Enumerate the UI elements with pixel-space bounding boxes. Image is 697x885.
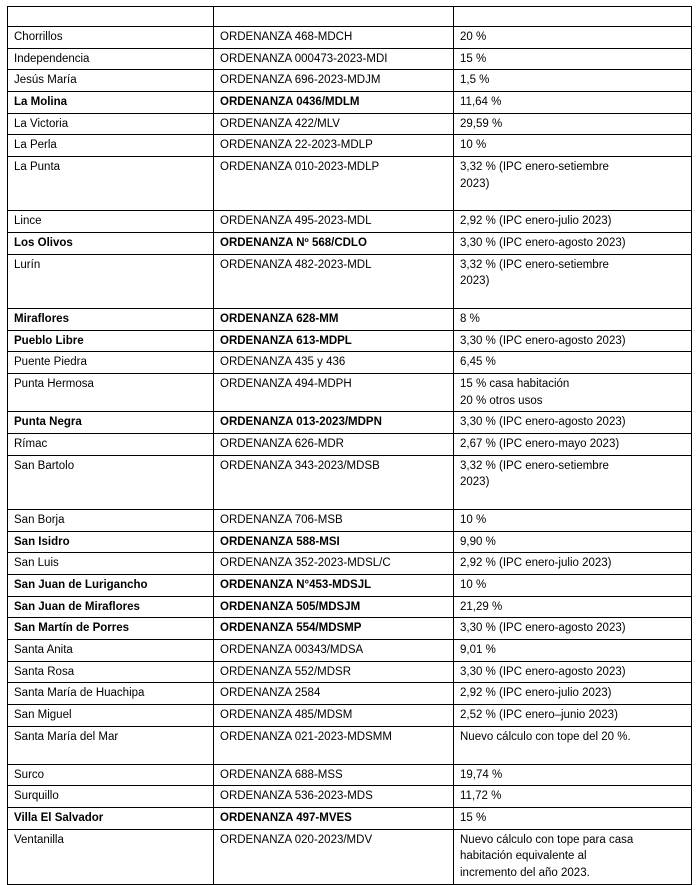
- cell-incremento-line: Nuevo cálculo con tope para casa: [460, 833, 634, 846]
- cell-incremento: [454, 211, 692, 233]
- cell-incremento: [454, 48, 692, 70]
- cell-distrito: San Juan de Miraflores: [8, 596, 214, 618]
- cell-ordenanza: ORDENANZA 554/MDSMP: [214, 618, 454, 640]
- table-row: [8, 113, 692, 135]
- cell-incremento: [454, 553, 692, 575]
- header-cell-incremento: [454, 7, 692, 27]
- cell-distrito: Chorrillos: [8, 27, 214, 49]
- cell-incremento: [454, 683, 692, 705]
- table-row: [8, 434, 692, 456]
- cell-incremento-line: 3,32 % (IPC enero-setiembre: [460, 459, 609, 472]
- cell-distrito: San Luis: [8, 553, 214, 575]
- cell-distrito: Santa María del Mar: [8, 726, 214, 764]
- cell-ordenanza: ORDENANZA 552/MDSR: [214, 661, 454, 683]
- cell-incremento-line: 2023): [460, 177, 490, 190]
- table-row: [8, 829, 692, 884]
- cell-ordenanza: ORDENANZA 013-2023/MDPN: [214, 412, 454, 434]
- cell-incremento-line: 2,52 % (IPC enero–junio 2023): [460, 709, 618, 722]
- cell-incremento-line: 2023): [460, 476, 490, 489]
- cell-incremento: [454, 412, 692, 434]
- table-row: [8, 330, 692, 352]
- cell-ordenanza: ORDENANZA 0436/MDLM: [214, 92, 454, 114]
- cell-incremento-line: 3,32 % (IPC enero-setiembre: [460, 258, 609, 271]
- cell-incremento-line: 10 %: [460, 514, 487, 527]
- cell-ordenanza: ORDENANZA 352-2023-MDSL/C: [214, 553, 454, 575]
- cell-incremento-line: 8 %: [460, 313, 480, 326]
- cell-incremento: [454, 575, 692, 597]
- cell-incremento-line: 3,30 % (IPC enero-agosto 2023): [460, 416, 626, 429]
- cell-incremento-line: 3,30 % (IPC enero-agosto 2023): [460, 237, 626, 250]
- table-row: [8, 596, 692, 618]
- cell-incremento: [454, 309, 692, 331]
- cell-ordenanza: ORDENANZA 497-MVES: [214, 807, 454, 829]
- cell-ordenanza: ORDENANZA 00343/MDSA: [214, 640, 454, 662]
- cell-incremento-line: 6,45 %: [460, 356, 496, 369]
- cell-ordenanza: ORDENANZA 696-2023-MDJM: [214, 70, 454, 92]
- cell-incremento-line: 2023): [460, 275, 490, 288]
- cell-distrito: La Perla: [8, 135, 214, 157]
- cell-incremento: [454, 618, 692, 640]
- cell-distrito: Ventanilla: [8, 829, 214, 884]
- cell-ordenanza: ORDENANZA 435 y 436: [214, 352, 454, 374]
- cell-distrito: Punta Negra: [8, 412, 214, 434]
- cell-ordenanza: ORDENANZA 688-MSS: [214, 764, 454, 786]
- cell-incremento: [454, 92, 692, 114]
- cell-distrito: Villa El Salvador: [8, 807, 214, 829]
- cell-distrito: San Isidro: [8, 531, 214, 553]
- cell-incremento-line: 20 %: [460, 31, 487, 43]
- cell-incremento: [454, 510, 692, 532]
- cell-incremento: [454, 596, 692, 618]
- cell-distrito: Lince: [8, 211, 214, 233]
- cell-ordenanza: ORDENANZA 22-2023-MDLP: [214, 135, 454, 157]
- cell-ordenanza: ORDENANZA 706-MSB: [214, 510, 454, 532]
- cell-incremento-line: 11,72 %: [460, 790, 502, 803]
- cell-ordenanza: ORDENANZA 343-2023/MDSB: [214, 455, 454, 509]
- cell-distrito: Miraflores: [8, 309, 214, 331]
- cell-spacer: [460, 192, 686, 208]
- cell-incremento-line: 2,92 % (IPC enero-julio 2023): [460, 215, 612, 228]
- cell-distrito: San Martín de Porres: [8, 618, 214, 640]
- table-row: [8, 618, 692, 640]
- table-row: [8, 640, 692, 662]
- cell-ordenanza: ORDENANZA 000473-2023-MDI: [214, 48, 454, 70]
- header-cell-ordenanza: [214, 7, 454, 27]
- cell-distrito: Santa María de Huachipa: [8, 683, 214, 705]
- table-row: [8, 726, 692, 764]
- cell-incremento-line: 2,92 % (IPC enero-julio 2023): [460, 557, 612, 570]
- cell-distrito: Puente Piedra: [8, 352, 214, 374]
- cell-incremento: [454, 531, 692, 553]
- table-row: [8, 211, 692, 233]
- cell-distrito: Rímac: [8, 434, 214, 456]
- cell-distrito: San Juan de Lurigancho: [8, 575, 214, 597]
- table-row: [8, 786, 692, 808]
- table-header-row: [8, 7, 692, 27]
- cell-ordenanza: ORDENANZA 494-MDPH: [214, 374, 454, 412]
- cell-incremento-line: 3,32 % (IPC enero-setiembre: [460, 161, 609, 174]
- cell-incremento-line: 20 % otros usos: [460, 394, 543, 407]
- cell-ordenanza: ORDENANZA 495-2023-MDL: [214, 211, 454, 233]
- cell-incremento-line: 9,01 %: [460, 644, 496, 657]
- cell-distrito: Santa Rosa: [8, 661, 214, 683]
- cell-incremento: [454, 829, 692, 884]
- table-row: [8, 233, 692, 255]
- table-row: [8, 455, 692, 509]
- cell-incremento: [454, 233, 692, 255]
- cell-distrito: San Miguel: [8, 705, 214, 727]
- cell-incremento: [454, 330, 692, 352]
- cell-incremento-line: 15 %: [460, 811, 487, 824]
- table-row: [8, 575, 692, 597]
- cell-incremento-line: incremento del año 2023.: [460, 866, 590, 879]
- table-row: [8, 683, 692, 705]
- cell-incremento-line: 11,64 %: [460, 96, 502, 109]
- cell-incremento: [454, 27, 692, 49]
- ordenanzas-table: [7, 6, 692, 885]
- cell-incremento: [454, 135, 692, 157]
- cell-ordenanza: ORDENANZA 588-MSI: [214, 531, 454, 553]
- cell-distrito: La Punta: [8, 157, 214, 211]
- cell-ordenanza: ORDENANZA 505/MDSJM: [214, 596, 454, 618]
- cell-incremento: [454, 157, 692, 211]
- table-body: [8, 7, 692, 885]
- cell-incremento-line: 29,59 %: [460, 117, 503, 130]
- cell-incremento-line: 15 % casa habitación: [460, 378, 570, 391]
- cell-spacer: [460, 290, 686, 306]
- cell-distrito: San Bartolo: [8, 455, 214, 509]
- cell-incremento: [454, 640, 692, 662]
- table-row: [8, 374, 692, 412]
- table-row: [8, 309, 692, 331]
- table-row: [8, 48, 692, 70]
- table-row: [8, 254, 692, 308]
- table-row: [8, 27, 692, 49]
- cell-incremento: [454, 434, 692, 456]
- cell-incremento-line: Nuevo cálculo con tope del 20 %.: [460, 730, 631, 743]
- cell-incremento-line: 9,90 %: [460, 535, 496, 548]
- cell-incremento-line: 3,30 % (IPC enero-agosto 2023): [460, 334, 626, 347]
- cell-ordenanza: ORDENANZA 422/MLV: [214, 113, 454, 135]
- cell-incremento-line: 2,67 % (IPC enero-mayo 2023): [460, 438, 620, 451]
- cell-incremento: [454, 786, 692, 808]
- cell-ordenanza: ORDENANZA 020-2023/MDV: [214, 829, 454, 884]
- cell-ordenanza: ORDENANZA 2584: [214, 683, 454, 705]
- cell-ordenanza: ORDENANZA 468-MDCH: [214, 27, 454, 49]
- cell-incremento: [454, 726, 692, 764]
- cell-ordenanza: ORDENANZA 485/MDSM: [214, 705, 454, 727]
- cell-incremento: [454, 113, 692, 135]
- cell-distrito: San Borja: [8, 510, 214, 532]
- cell-distrito: Punta Hermosa: [8, 374, 214, 412]
- cell-ordenanza: ORDENANZA 482-2023-MDL: [214, 254, 454, 308]
- cell-incremento-line: 15 %: [460, 52, 487, 65]
- cell-distrito: La Victoria: [8, 113, 214, 135]
- table-row: [8, 157, 692, 211]
- cell-ordenanza: ORDENANZA N°453-MDSJL: [214, 575, 454, 597]
- table-row: [8, 764, 692, 786]
- table-row: [8, 661, 692, 683]
- cell-incremento: [454, 705, 692, 727]
- cell-incremento-line: 3,30 % (IPC enero-agosto 2023): [460, 665, 626, 678]
- cell-incremento: [454, 254, 692, 308]
- table-row: [8, 352, 692, 374]
- table-row: [8, 412, 692, 434]
- cell-ordenanza: ORDENANZA 010-2023-MDLP: [214, 157, 454, 211]
- table-row: [8, 705, 692, 727]
- cell-incremento: [454, 455, 692, 509]
- table-row: [8, 531, 692, 553]
- cell-incremento-line: 1,5 %: [460, 74, 490, 87]
- cell-distrito: Jesús María: [8, 70, 214, 92]
- cell-incremento-line: 19,74 %: [460, 768, 503, 781]
- cell-incremento: [454, 661, 692, 683]
- cell-distrito: La Molina: [8, 92, 214, 114]
- cell-ordenanza: ORDENANZA 613-MDPL: [214, 330, 454, 352]
- cell-incremento: [454, 374, 692, 412]
- table-row: [8, 510, 692, 532]
- cell-ordenanza: ORDENANZA 626-MDR: [214, 434, 454, 456]
- cell-spacer: [460, 746, 686, 762]
- cell-distrito: Los Olivos: [8, 233, 214, 255]
- cell-distrito: Santa Anita: [8, 640, 214, 662]
- header-cell-distrito: [8, 7, 214, 27]
- table-row: [8, 70, 692, 92]
- cell-ordenanza: ORDENANZA 536-2023-MDS: [214, 786, 454, 808]
- cell-incremento-line: 10 %: [460, 139, 487, 152]
- cell-incremento: [454, 70, 692, 92]
- cell-ordenanza: ORDENANZA Nº 568/CDLO: [214, 233, 454, 255]
- cell-distrito: Surco: [8, 764, 214, 786]
- cell-distrito: Surquillo: [8, 786, 214, 808]
- cell-incremento-line: 3,30 % (IPC enero-agosto 2023): [460, 622, 626, 635]
- cell-incremento-line: 10 %: [460, 579, 487, 592]
- table-row: [8, 553, 692, 575]
- cell-incremento: [454, 352, 692, 374]
- cell-incremento-line: 21,29 %: [460, 600, 503, 613]
- cell-spacer: [460, 491, 686, 507]
- cell-distrito: Independencia: [8, 48, 214, 70]
- cell-distrito: Lurín: [8, 254, 214, 308]
- cell-incremento-line: habitación equivalente al: [460, 850, 587, 863]
- cell-incremento-line: 2,92 % (IPC enero-julio 2023): [460, 687, 612, 700]
- cell-distrito: Pueblo Libre: [8, 330, 214, 352]
- cell-ordenanza: ORDENANZA 628-MM: [214, 309, 454, 331]
- table-row: [8, 135, 692, 157]
- cell-ordenanza: ORDENANZA 021-2023-MDSMM: [214, 726, 454, 764]
- cell-incremento: [454, 764, 692, 786]
- table-row: [8, 92, 692, 114]
